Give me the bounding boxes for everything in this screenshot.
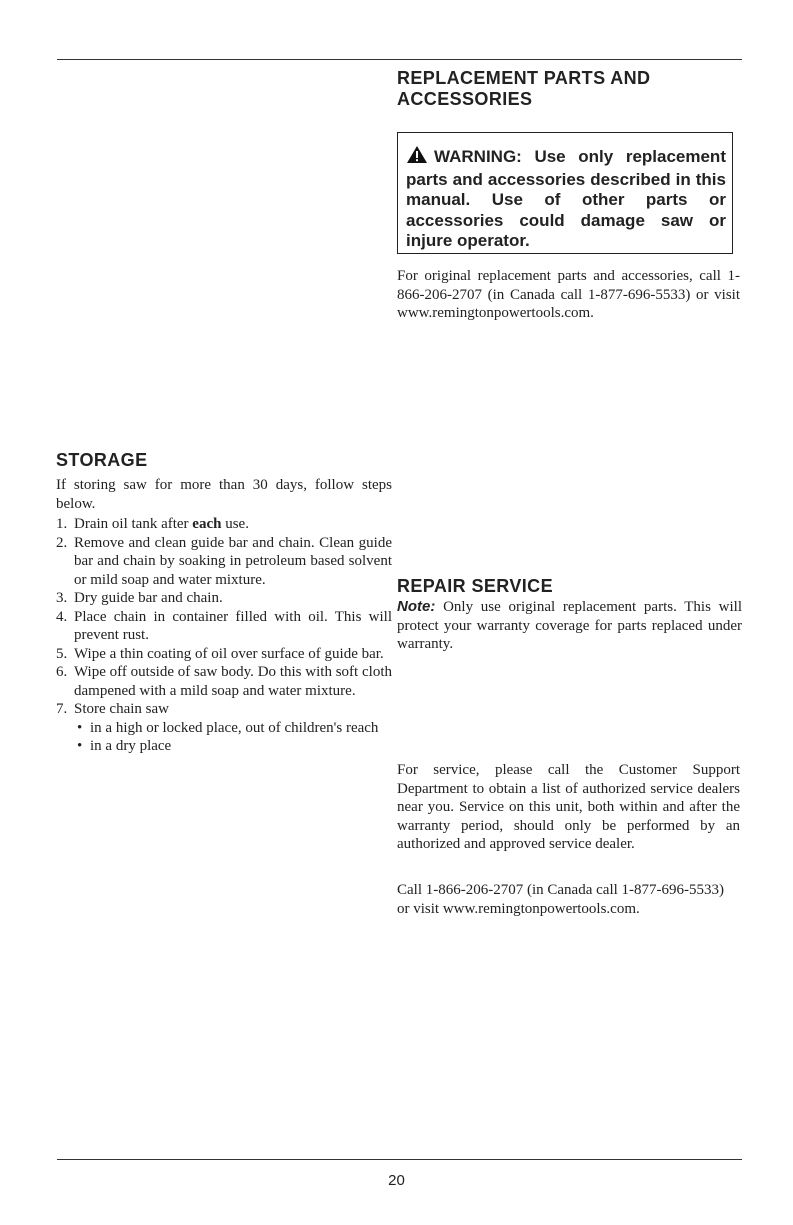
step-number: 2. bbox=[56, 534, 68, 551]
step-text: Drain oil tank after bbox=[74, 516, 193, 532]
step-text: Place chain in container filled with oil. This will prevent rust. bbox=[74, 608, 392, 643]
storage-step bbox=[56, 608, 392, 645]
step-number: 3. bbox=[56, 590, 68, 606]
storage-intro: If storing saw for more than 30 days, follow steps below. bbox=[56, 477, 392, 512]
step-number: 6. bbox=[56, 664, 68, 680]
replacement-section bbox=[397, 68, 742, 110]
bottom-rule bbox=[57, 1159, 742, 1160]
repair-contact-paragraph: Call 1-866-206-2707 (in Canada call 1-877-696-5533) or visit www.remingtonpowertools.com. bbox=[397, 882, 725, 917]
step-text: Wipe off outside of saw body. Do this with soft cloth dampened with a mild soap and water mixture. bbox=[74, 664, 392, 699]
warning-box bbox=[397, 132, 733, 254]
page-number: 20 bbox=[388, 1172, 405, 1189]
storage-step bbox=[56, 534, 392, 590]
note-text: Only use original replacement parts. This will protect your warranty coverage for parts replaced under warranty. bbox=[397, 599, 743, 652]
step-text: Dry guide bar and chain. bbox=[74, 590, 223, 606]
step-text: Wipe a thin coating of oil over surface of guide bar. bbox=[74, 645, 384, 662]
replacement-title-line1: REPLACEMENT PARTS AND bbox=[397, 68, 651, 88]
warning-label: WARNING: bbox=[434, 147, 522, 166]
repair-section bbox=[397, 576, 742, 654]
repair-note bbox=[397, 598, 742, 654]
storage-steps bbox=[56, 515, 392, 756]
repair-title: REPAIR SERVICE bbox=[397, 576, 553, 596]
step-text: Remove and clean guide bar and chain. Clean guide bar and chain by soaking in petroleum based solvent or mild soap and water mixture. bbox=[74, 534, 392, 588]
step-text: Store chain saw bbox=[74, 701, 169, 717]
replacement-body: For original replacement parts and accessories, call 1-866-206-2707 (in Canada call 1-877-696-5533) or visit www.remingtonpowertools.com. bbox=[397, 268, 740, 321]
bullet-item: • in a high or locked place, out of children's reach bbox=[74, 719, 392, 738]
bullet-item: • in a dry place bbox=[74, 737, 392, 756]
step-text-end: use. bbox=[221, 516, 249, 532]
step-number: 4. bbox=[56, 608, 68, 625]
step-emphasis: each bbox=[192, 516, 222, 532]
step-number: 1. bbox=[56, 516, 68, 532]
top-rule bbox=[57, 59, 742, 60]
step-number: 5. bbox=[56, 645, 68, 662]
step-number: 7. bbox=[56, 701, 68, 717]
storage-step bbox=[56, 663, 392, 700]
warning-triangle-icon bbox=[406, 145, 428, 170]
storage-step bbox=[56, 645, 392, 664]
repair-service-paragraph: For service, please call the Customer Support Department to obtain a list of authorized service dealers near you. Service on this unit, both within and after the warranty period, should only be performed by an authorized and approved service dealer. bbox=[397, 762, 740, 852]
warning-text: Use only replacement parts and accessories described in this manual. Use of other parts or accessories could damage saw or injure operator. bbox=[406, 147, 726, 250]
replacement-title-line2: ACCESSORIES bbox=[397, 89, 533, 109]
storage-step bbox=[56, 589, 392, 608]
note-label: Note: bbox=[397, 598, 436, 615]
replacement-title bbox=[397, 68, 742, 110]
storage-bullets bbox=[74, 719, 392, 756]
storage-step bbox=[56, 700, 392, 756]
storage-step bbox=[56, 515, 392, 534]
storage-section bbox=[56, 450, 392, 756]
storage-title: STORAGE bbox=[56, 450, 148, 470]
